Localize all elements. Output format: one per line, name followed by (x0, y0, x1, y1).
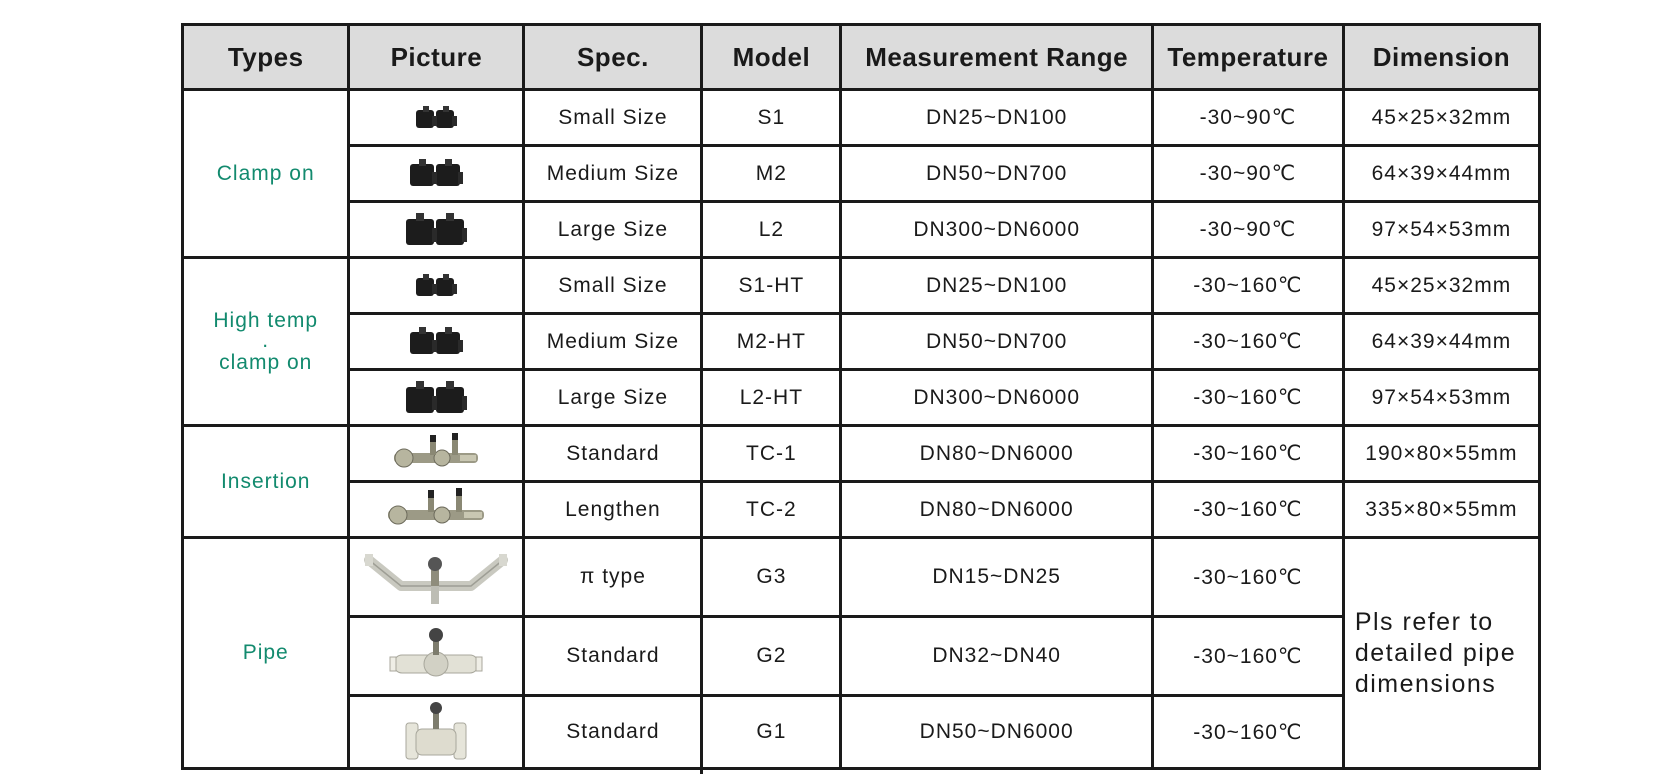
table-row (183, 696, 1540, 769)
temperature-cell: -30~90℃ (1153, 90, 1344, 146)
model-cell: S1 (702, 90, 841, 146)
dimension-cell: 97×54×53mm (1343, 202, 1539, 258)
table-row (183, 426, 1540, 482)
model-cell: L2-HT (702, 370, 841, 426)
type-label-line: Insertion (220, 469, 311, 493)
dimension-cell: 97×54×53mm (1343, 370, 1539, 426)
range-cell: DN25~DN100 (841, 90, 1153, 146)
insertion-transducer-icon (350, 433, 522, 475)
divider (700, 760, 703, 774)
header-row (183, 25, 1540, 90)
picture-cell (349, 314, 524, 370)
dimension-cell: 64×39×44mm (1343, 146, 1539, 202)
model-cell: M2-HT (702, 314, 841, 370)
dimension-cell: 190×80×55mm (1343, 426, 1539, 482)
range-cell: DN50~DN6000 (841, 696, 1153, 769)
table-row (183, 90, 1540, 146)
range-cell: DN32~DN40 (841, 617, 1153, 696)
temperature-cell: -30~90℃ (1153, 202, 1344, 258)
spec-cell: Medium Size (524, 314, 702, 370)
temperature-cell: -30~160℃ (1153, 314, 1344, 370)
clamp-transducer-icon (350, 272, 522, 300)
type-label-line: Pipe (242, 641, 289, 664)
spec-cell: Small Size (524, 90, 702, 146)
spec-cell: Small Size (524, 258, 702, 314)
table-row (183, 146, 1540, 202)
model-cell: G3 (702, 538, 841, 617)
table-row (183, 202, 1540, 258)
range-cell: DN50~DN700 (841, 146, 1153, 202)
temperature-cell: -30~160℃ (1153, 696, 1344, 769)
spec-cell: Standard (524, 617, 702, 696)
spec-cell: Large Size (524, 370, 702, 426)
clamp-transducer-icon (350, 157, 522, 191)
model-cell: TC-2 (702, 482, 841, 538)
range-cell: DN80~DN6000 (841, 482, 1153, 538)
type-label-high-temp-clamp-on (183, 258, 349, 426)
spec-cell: Large Size (524, 202, 702, 258)
temperature-cell: -30~160℃ (1153, 370, 1344, 426)
type-label-line: High temp (213, 308, 319, 332)
table-row (183, 617, 1540, 696)
picture-cell (349, 90, 524, 146)
dimension-note-line: Pls refer to (1354, 607, 1494, 636)
type-label-line: clamp on (219, 350, 313, 374)
spec-table (181, 23, 1541, 770)
temperature-cell: -30~160℃ (1153, 426, 1344, 482)
temperature-cell: -30~160℃ (1153, 538, 1344, 617)
model-cell: S1-HT (702, 258, 841, 314)
header-picture: Picture (349, 25, 524, 90)
type-label-pipe (183, 538, 349, 769)
range-cell: DN25~DN100 (841, 258, 1153, 314)
spec-cell: Lengthen (524, 482, 702, 538)
range-cell: DN300~DN6000 (841, 370, 1153, 426)
picture-cell (349, 202, 524, 258)
dimension-cell: 45×25×32mm (1343, 258, 1539, 314)
range-cell: DN80~DN6000 (841, 426, 1153, 482)
picture-cell (349, 482, 524, 538)
spec-cell: Standard (524, 426, 702, 482)
model-cell: M2 (702, 146, 841, 202)
pi-pipe-icon (350, 546, 522, 608)
flanged-pipe-icon (350, 701, 522, 763)
table-row (183, 314, 1540, 370)
picture-cell (349, 146, 524, 202)
insertion-transducer-icon (350, 488, 522, 532)
table-row (183, 482, 1540, 538)
header-types: Types (183, 25, 349, 90)
type-label-line: . (262, 328, 270, 352)
header-spec: Spec. (524, 25, 702, 90)
header-temperature: Temperature (1153, 25, 1344, 90)
dimension-note (1343, 538, 1539, 769)
clamp-transducer-icon (350, 104, 522, 132)
model-cell: G2 (702, 617, 841, 696)
model-cell: TC-1 (702, 426, 841, 482)
temperature-cell: -30~90℃ (1153, 146, 1344, 202)
dimension-cell: 335×80×55mm (1343, 482, 1539, 538)
clamp-transducer-icon (350, 325, 522, 359)
table-row (183, 538, 1540, 617)
range-cell: DN15~DN25 (841, 538, 1153, 617)
picture-cell (349, 617, 524, 696)
spec-cell: Standard (524, 696, 702, 769)
model-cell: L2 (702, 202, 841, 258)
type-label-line: Clamp on (216, 161, 315, 185)
range-cell: DN300~DN6000 (841, 202, 1153, 258)
dimension-note-line: detailed pipe (1354, 638, 1517, 667)
range-cell: DN50~DN700 (841, 314, 1153, 370)
model-cell: G1 (702, 696, 841, 769)
dimension-cell: 45×25×32mm (1343, 90, 1539, 146)
temperature-cell: -30~160℃ (1153, 617, 1344, 696)
table-row (183, 258, 1540, 314)
spec-cell: π type (524, 538, 702, 617)
header-measurement-range: Measurement Range (841, 25, 1153, 90)
type-label-clamp-on (183, 90, 349, 258)
type-label-insertion (183, 426, 349, 538)
spec-cell: Medium Size (524, 146, 702, 202)
picture-cell (349, 696, 524, 769)
clamp-transducer-icon (350, 379, 522, 417)
pipe-section-icon (350, 625, 522, 687)
dimension-cell: 64×39×44mm (1343, 314, 1539, 370)
picture-cell (349, 370, 524, 426)
dimension-note-line: dimensions (1354, 669, 1497, 698)
clamp-transducer-icon (350, 211, 522, 249)
table-row (183, 370, 1540, 426)
picture-cell (349, 426, 524, 482)
picture-cell (349, 538, 524, 617)
temperature-cell: -30~160℃ (1153, 258, 1344, 314)
temperature-cell: -30~160℃ (1153, 482, 1344, 538)
header-model: Model (702, 25, 841, 90)
picture-cell (349, 258, 524, 314)
header-dimension: Dimension (1343, 25, 1539, 90)
